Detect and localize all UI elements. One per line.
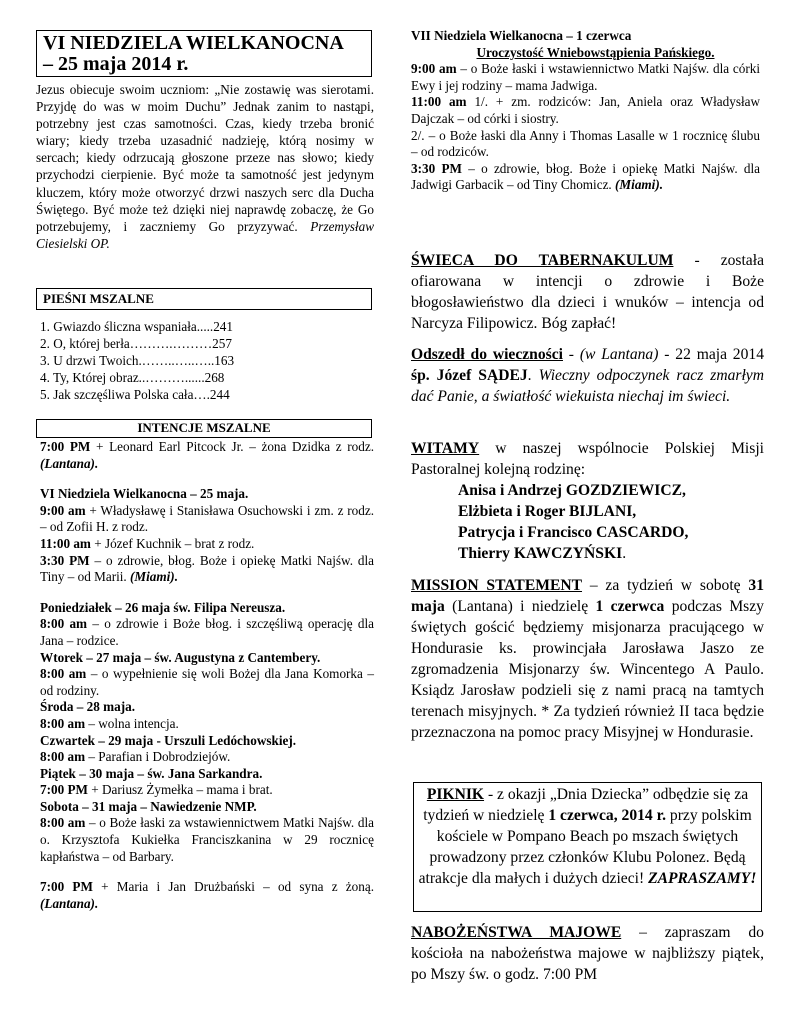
mission-date: 31 maja	[411, 577, 764, 615]
sunday7-subtitle: Uroczystość Wniebowstąpienia Pańskiego.	[476, 44, 715, 60]
mass-time: 3:30 PM	[411, 160, 462, 176]
mass-day: Poniedziałek – 26 maja św. Filipa Nereusza.	[40, 599, 286, 615]
mission-text: (Lantana) i niedzielę	[452, 598, 589, 615]
mass-time: 11:00 am	[40, 535, 91, 551]
song-item: 5. Jak szczęśliwa Polska cała….244	[40, 387, 230, 402]
intro-text: Jezus obiecuje swoim uczniom: „Nie zostawię was sierotami. Przyjdę do was w moim Duchu” Jednak zanim to nastąpi, potrzebny jest czas samotności. Czas, kiedy trzeba bronić wiary; kiedy trzeba uzasadnić nadzieję, którą nosimy w sercach; kiedy odrzucają głoszone przeze nas słowo; kiedy przychodzi cierpienie. Być może ta samotność jest jedynym kluczem, który może otworzyć drzwi naszych serc dla Ducha Świętego. Być może też dzięki niej naprawdę zobaczę, że Go potrzebujemy, i zaczniemy Go przyzywać.	[36, 82, 374, 234]
mass-time: 7:00 PM	[40, 782, 88, 798]
mass-day: Piątek – 30 maja – św. Jana Sarkandra.	[40, 765, 263, 781]
page-subtitle: – 25 maja 2014 r.	[43, 53, 189, 75]
mass-location: (Lantana).	[40, 895, 99, 911]
picnic-heading: PIKNIK	[426, 786, 485, 803]
mass-time: 8:00 am	[40, 666, 87, 682]
mass-day: VI Niedziela Wielkanocna – 25 maja.	[40, 486, 249, 502]
mass-intention: 2/. – o Boże łaski dla Anny i Thomas Lasalle w 1 rocznicę ślubu – od rodziców.	[411, 127, 760, 160]
mission-date: 1 czerwca	[595, 598, 665, 615]
songs-list	[40, 318, 234, 403]
masses-heading: INTENCJE MSZALNE	[36, 419, 372, 438]
mass-intention: + Władysławę i Stanisława Osuchowski i zm. z rodz. – od Zofii H. z rodz.	[40, 502, 374, 535]
mass-day: Środa – 28 maja.	[40, 699, 136, 715]
mass-intention: – o Boże łaski za wstawiennictwem Matki Najśw. dla o. Krzysztofa Kukiełka Franciszkanina w 29 rocznicę kapłaństwa – od Barbary.	[40, 815, 374, 864]
picnic-cta: ZAPRASZAMY!	[648, 870, 757, 887]
mass-time: 8:00 am	[40, 616, 88, 632]
family-name: Elżbieta i Roger BIJLANI,	[458, 503, 637, 520]
mass-time: 8:00 am	[40, 749, 86, 765]
obituary-name: śp. Józef SĄDEJ	[411, 367, 528, 384]
mass-location: (Miami).	[615, 177, 664, 193]
family-name: Patrycja i Francisco CASCARDO,	[458, 524, 689, 541]
may-devotion-section	[411, 922, 764, 985]
obituary-prayer: Wieczny odpoczynek racz zmarłym dać Panie, a światłość wiekuista niechaj im świeci.	[411, 367, 764, 405]
mass-intention: – o zdrowie, błog. Boże i opiekę Matki Najśw. dla Jadwigi Garbacik – od Tiny Chomicz.	[411, 160, 761, 193]
title-box	[36, 30, 372, 77]
mission-text: podczas Mszy świętych gościć będziemy misjonarza pracującego w Hondurasie ks. prowincjała Jarosława Jaszo ze zgromadzenia Misjonarzy św. Wincentego A Paulo. Ksiądz Jarosław podzieli się z nami pracą na tamtych terenach misyjnych. * Za tydzień również II taca będzie przeznaczona na pomoc pracy Misyjnej w Hondurasie.	[411, 598, 764, 741]
mass-time: 3:30 PM	[40, 552, 90, 568]
welcome-text: w naszej wspólnocie Polskiej Misji Pastoralnej kolejną rodzinę:	[411, 440, 765, 478]
mass-intention: + Józef Kuchnik – brat z rodz.	[94, 535, 255, 551]
may-devotion-text: – zapraszam do kościoła na nabożeństwa majowe w najbliższy piątek, po Mszy św. o godz. 7:00 PM	[411, 924, 764, 983]
mass-block-sunday	[40, 486, 374, 586]
mass-block-saturday	[40, 439, 374, 472]
obituary-section: Odszedł do wieczności - (w Lantana) - 22 maja 2014 śp. Józef SĄDEJ. Wieczny odpoczynek racz zmarłym dać Panie, a światłość wiekuista niechaj im świeci.	[411, 346, 764, 405]
mass-intention: + Leonard Earl Pitcock Jr. – żona Dzidka z rodz.	[95, 439, 374, 454]
mass-intention: – o Boże łaski i wstawiennictwo Matki Najśw. dla córki Ewy i jej rodziny – mama Jadwiga.	[411, 61, 760, 93]
mass-intention: – o zdrowie i Boże błog. i szczęśliwą operację dla Jana – rodzice.	[40, 616, 374, 648]
may-devotion-heading: NABOŻEŃSTWA MAJOWE	[411, 924, 622, 941]
mass-time: 7:00 PM	[40, 439, 91, 454]
page-title: VI NIEDZIELA WIELKANOCNA	[43, 32, 344, 54]
mass-time: 11:00 am	[411, 94, 467, 110]
mass-time: 8:00 am	[40, 815, 86, 831]
song-item: 2. O, której berła……….………257	[40, 336, 232, 351]
mass-day: Wtorek – 27 maja – św. Augustyna z Cantembery.	[40, 649, 321, 665]
sunday7-block	[411, 28, 760, 194]
candle-section	[411, 250, 764, 334]
candle-text: - została ofiarowana w intencji o zdrowie i Boże błogosławieństwo dla dzieci i wnuków – intencja od Narcyza Filipowicz. Bóg zapłać!	[411, 252, 764, 332]
obituary-location: (w Lantana)	[579, 346, 659, 363]
mass-time: 8:00 am	[40, 715, 86, 731]
picnic-date: 1 czerwca, 2014 r.	[548, 807, 666, 824]
mass-time: 7:00 PM	[40, 879, 93, 895]
intro-paragraph	[36, 81, 374, 252]
intro-author: Przemysław Ciesielski OP.	[36, 218, 374, 251]
welcome-section	[411, 438, 764, 564]
family-name: Anisa i Andrzej GOZDZIEWICZ,	[458, 482, 686, 499]
mass-day: Sobota – 31 maja – Nawiedzenie NMP.	[40, 798, 257, 814]
mission-text: – za tydzień w sobotę	[589, 577, 741, 594]
mass-time: 9:00 am	[411, 61, 457, 77]
mass-location: (Miami).	[130, 569, 179, 585]
mass-intention: – Parafian i Dobrodziejów.	[88, 749, 231, 765]
song-item: 3. U drzwi Twoich.……..…..…..163	[40, 353, 235, 368]
song-item: 1. Gwiazdo śliczna wspaniała.....241	[40, 319, 233, 334]
mission-section	[411, 575, 764, 743]
picnic-text: przy polskim kościele w Pompano Beach po mszach świętych prowadzony przez członków Klubu Polonez. Będą atrakcje dla małych i dużych dzieci!	[418, 807, 752, 887]
welcome-names: Anisa i Andrzej GOZDZIEWICZ, Elżbieta i Roger BIJLANI, Patrycja i Francisco CASCARDO, Thierry KAWCZYŃSKI.	[411, 480, 764, 564]
mass-intention: 1/. + zm. rodziców: Jan, Aniela oraz Władysław Dajczak – od córki i siostry.	[411, 94, 760, 126]
mass-day: Czwartek – 29 maja - Urszuli Ledóchowskiej.	[40, 732, 297, 748]
welcome-heading: WITAMY	[411, 440, 480, 457]
candle-heading: ŚWIECA DO TABERNAKULUM	[411, 252, 674, 269]
family-name: Thierry KAWCZYŃSKI	[458, 545, 623, 562]
obituary-heading: Odszedł do wieczności	[411, 346, 563, 363]
sunday7-title: VII Niedziela Wielkanocna – 1 czerwca	[411, 28, 632, 43]
song-item: 4. Ty, Której obraz..………......268	[40, 370, 225, 385]
songs-heading: PIEŚNI MSZALNE	[36, 288, 372, 310]
mass-intention: – o wypełnienie się woli Bożej dla Jana Komorka – od rodziny.	[40, 666, 374, 698]
mass-block-weekdays	[40, 600, 374, 866]
mission-heading: MISSION STATEMENT	[411, 577, 583, 594]
mass-intention: + Dariusz Żymełka – mama i brat.	[91, 782, 273, 798]
mass-block-saturday-evening	[40, 879, 374, 912]
mass-location: (Lantana).	[40, 455, 99, 471]
picnic-text: - z okazji „Dnia Dziecka” odbędzie się za tydzień w niedzielę	[423, 786, 749, 824]
mass-time: 9:00 am	[40, 502, 86, 518]
mass-intention: – o zdrowie, błog. Boże i opiekę Matki Najśw. dla Tiny – od Marii.	[40, 552, 375, 585]
masses-list	[40, 439, 374, 926]
mass-intention: + Maria i Jan Drużbański – od syna z żoną.	[101, 879, 374, 895]
obituary-date: - 22 maja 2014	[664, 346, 764, 363]
mass-intention: – wolna intencja.	[88, 715, 179, 731]
picnic-box	[413, 782, 762, 912]
